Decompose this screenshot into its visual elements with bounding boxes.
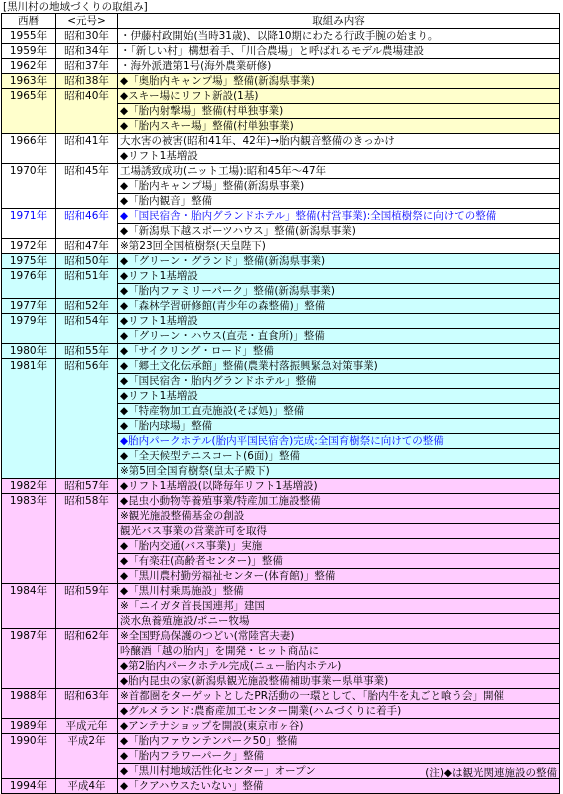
year-cell: 1962年 xyxy=(2,59,56,74)
content-cell: ◆「全天候型テニスコート(6面)」整備 xyxy=(118,449,560,464)
table-row xyxy=(2,629,560,644)
table-row xyxy=(2,134,560,149)
year-cell: 1984年 xyxy=(2,584,56,629)
year-cell: 1983年 xyxy=(2,494,56,584)
content-cell: ◆「有楽荘(高齢者センター)」整備 xyxy=(118,554,560,569)
content-cell: ◆「胎内射撃場」整備(村単独事業) xyxy=(118,104,560,119)
header-year: 西暦 xyxy=(2,14,56,29)
content-cell: ◆昆虫小動物等養殖事業/特産加工施設整備 xyxy=(118,494,560,509)
year-cell: 1976年 xyxy=(2,269,56,299)
year-cell: 1971年 xyxy=(2,209,56,239)
era-cell: 昭和56年 xyxy=(56,359,118,479)
era-cell: 平成元年 xyxy=(56,719,118,734)
content-cell: ◆「胎内ファミリーパーク」整備(新潟県事業) xyxy=(118,284,560,299)
era-cell: 昭和58年 xyxy=(56,494,118,584)
table-row xyxy=(2,479,560,494)
content-cell: 大水害の被害(昭和41年、42年)→胎内観音整備のきっかけ xyxy=(118,134,560,149)
content-cell: ◆リフト1基増設 xyxy=(118,149,560,164)
content-cell: ◆リフト1基増設 xyxy=(118,389,560,404)
era-cell: 昭和41年 xyxy=(56,134,118,164)
era-cell: 昭和57年 xyxy=(56,479,118,494)
era-cell: 昭和59年 xyxy=(56,584,118,629)
content-cell: ◆「新潟県下越スポーツハウス」整備(新潟県事業) xyxy=(118,224,560,239)
table-row xyxy=(2,734,560,749)
era-cell: 昭和30年 xyxy=(56,29,118,44)
content-cell: ◆「胎内球場」整備 xyxy=(118,419,560,434)
era-cell: 平成2年 xyxy=(56,734,118,779)
year-cell: 1990年 xyxy=(2,734,56,779)
era-cell: 昭和47年 xyxy=(56,239,118,254)
era-cell: 昭和46年 xyxy=(56,209,118,239)
year-cell: 1980年 xyxy=(2,344,56,359)
year-cell: 1965年 xyxy=(2,89,56,134)
content-cell: ◆スキー場にリフト新設(1基) xyxy=(118,89,560,104)
table-row xyxy=(2,584,560,599)
content-cell: ◆「黒川村乗馬施設」整備 xyxy=(118,584,560,599)
year-cell: 1988年 xyxy=(2,689,56,719)
year-cell: 1955年 xyxy=(2,29,56,44)
content-cell: 観光バス事業の営業許可を取得 xyxy=(118,524,560,539)
content-cell: ◆「奥胎内キャンプ場」整備(新潟県事業) xyxy=(118,74,560,89)
content-cell: ◆「胎内ファウンテンパーク50」整備 xyxy=(118,734,560,749)
table-row xyxy=(2,359,560,374)
content-cell: ◆「郷土文化伝承館」整備(農業村落振興緊急対策事業) xyxy=(118,359,560,374)
content-cell: ◆アンテナショップを開設(東京市ヶ谷) xyxy=(118,719,560,734)
table-row xyxy=(2,164,560,179)
table-row xyxy=(2,74,560,89)
era-cell: 昭和45年 xyxy=(56,164,118,209)
content-cell: ◆「胎内フラワーパーク」整備 xyxy=(118,749,560,764)
content-cell: ◆リフト1基増設 xyxy=(118,314,560,329)
page-title: [黒川村の地域づくりの取組み] xyxy=(3,1,148,13)
content-cell: ◆胎内パークホテル(胎内平国民宿舎)完成:全国育樹祭に向けての整備 xyxy=(118,434,560,449)
content-cell: ◆第2胎内パークホテル完成(ニュー胎内ホテル) xyxy=(118,659,560,674)
content-cell: ◆「胎内スキー場」整備(村単独事業) xyxy=(118,119,560,134)
year-cell: 1972年 xyxy=(2,239,56,254)
content-cell: ◆「胎内観音」整備 xyxy=(118,194,560,209)
year-cell: 1966年 xyxy=(2,134,56,164)
content-cell: ◆「グリーン・ハウス(直売・直食所)」整備 xyxy=(118,329,560,344)
era-cell: 昭和50年 xyxy=(56,254,118,269)
year-cell: 1981年 xyxy=(2,359,56,479)
era-cell: 昭和54年 xyxy=(56,314,118,344)
content-cell: ・海外派遣第1号(海外農業研修) xyxy=(118,59,560,74)
year-cell: 1987年 xyxy=(2,629,56,689)
content-cell: ◆「サイクリング・ロード」整備 xyxy=(118,344,560,359)
year-cell: 1977年 xyxy=(2,299,56,314)
header-era: <元号> xyxy=(56,14,118,29)
header-row xyxy=(2,14,560,29)
year-cell: 1959年 xyxy=(2,44,56,59)
table-row xyxy=(2,689,560,704)
content-cell: 淡水魚養殖施設/ポニー牧場 xyxy=(118,614,560,629)
header-content: 取組み内容 xyxy=(118,14,560,29)
year-cell: 1989年 xyxy=(2,719,56,734)
table-row xyxy=(2,299,560,314)
era-cell: 昭和52年 xyxy=(56,299,118,314)
era-cell: 昭和62年 xyxy=(56,629,118,689)
content-cell: ※「ニイガタ首長国連邦」建国 xyxy=(118,599,560,614)
era-cell: 昭和40年 xyxy=(56,89,118,134)
content-cell: ※観光施設整備基金の創設 xyxy=(118,509,560,524)
era-cell: 平成4年 xyxy=(56,779,118,794)
content-cell: ※全国野鳥保護のつどい(常陸宮夫妻) xyxy=(118,629,560,644)
content-cell: ※第5回全国育樹祭(皇太子殿下) xyxy=(118,464,560,479)
initiatives-table xyxy=(1,13,560,794)
table-row xyxy=(2,209,560,224)
table-row xyxy=(2,494,560,509)
content-cell: ◆グルメランド:農畜産加工センター開業(ハムづくりに着手) xyxy=(118,704,560,719)
table-row xyxy=(2,29,560,44)
table-row xyxy=(2,719,560,734)
era-cell: 昭和55年 xyxy=(56,344,118,359)
era-cell: 昭和51年 xyxy=(56,269,118,299)
content-cell: 吟醸酒「越の胎内」を開発・ヒット商品に xyxy=(118,644,560,659)
table-row xyxy=(2,314,560,329)
year-cell: 1982年 xyxy=(2,479,56,494)
content-cell: ◆「特産物加工直売施設(そば処)」整備 xyxy=(118,404,560,419)
table-row xyxy=(2,269,560,284)
content-cell: ◆「グリーン・グランド」整備(新潟県事業) xyxy=(118,254,560,269)
content-cell: ◆胎内昆虫の家(新潟県観光施設整備補助事業ー県単事業) xyxy=(118,674,560,689)
year-cell: 1970年 xyxy=(2,164,56,209)
content-cell: ◆「国民宿舎・胎内グランドホテル」整備(村営事業):全国植樹祭に向けての整備 xyxy=(118,209,560,224)
content-cell: ※第23回全国植樹祭(天皇陛下) xyxy=(118,239,560,254)
year-cell: 1979年 xyxy=(2,314,56,344)
content-cell: ・「新しい村」構想着手、「川合農場」と呼ばれるモデル農場建設 xyxy=(118,44,560,59)
content-cell: ※首都圏をターゲットとしたPR活動の一環として、「胎内牛を丸ごと喰う会」開催 xyxy=(118,689,560,704)
table-row xyxy=(2,239,560,254)
era-cell: 昭和38年 xyxy=(56,74,118,89)
content-cell: ◆「胎内交通(バス事業)」実施 xyxy=(118,539,560,554)
year-cell: 1963年 xyxy=(2,74,56,89)
content-cell: ◆「クアハウスたいない」整備 xyxy=(118,779,560,794)
year-cell: 1994年 xyxy=(2,779,56,794)
content-cell: ◆「森林学習研修館(青少年の森整備)」整備 xyxy=(118,299,560,314)
table-row xyxy=(2,254,560,269)
content-cell: ◆「黒川村地域活性化センター」オープン xyxy=(118,764,560,779)
era-cell: 昭和34年 xyxy=(56,44,118,59)
table-row xyxy=(2,44,560,59)
content-cell: ◆リフト1基増設 xyxy=(118,269,560,284)
table-row xyxy=(2,89,560,104)
content-cell: ◆「黒川農村勤労福祉センター(体育館)」整備 xyxy=(118,569,560,584)
table-row xyxy=(2,59,560,74)
content-cell: ◆「国民宿舎・胎内グランドホテル」整備 xyxy=(118,374,560,389)
year-cell: 1975年 xyxy=(2,254,56,269)
table-row xyxy=(2,344,560,359)
era-cell: 昭和37年 xyxy=(56,59,118,74)
content-cell: ◆リフト1基増設(以降毎年リフト1基増設) xyxy=(118,479,560,494)
content-cell: 工場誘致成功(ニット工場):昭和45年～47年 xyxy=(118,164,560,179)
content-cell: ・伊藤村政開始(当時31歳)、以降10期にわたる行政手腕の始まり。 xyxy=(118,29,560,44)
footnote: (注)◆は観光関連施設の整備 xyxy=(425,767,557,779)
era-cell: 昭和63年 xyxy=(56,689,118,719)
content-cell: ◆「胎内キャンプ場」整備(新潟県事業) xyxy=(118,179,560,194)
